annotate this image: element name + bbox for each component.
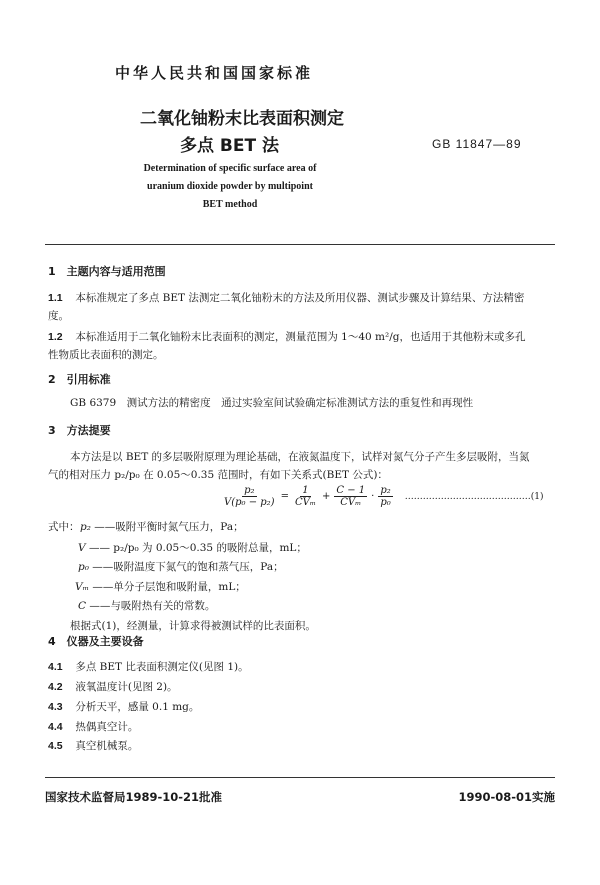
equipment-item: 4.2 液氧温度计(见图 2)。 (48, 681, 178, 693)
definition-vm: Vₘ ——单分子层饱和吸附量，mL； (75, 581, 246, 593)
plus-sign: + (322, 491, 331, 502)
multiply-dot: · (371, 491, 375, 502)
english-title-line: uranium dioxide powder by multipoint (147, 181, 313, 192)
definition-p0: p₀ ——吸附温度下氮气的饱和蒸气压，Pa； (78, 561, 284, 573)
formula-term-2: $\frac{C - 1}{\text{CVₘ}}$ (336, 485, 366, 508)
equals-sign: = (280, 491, 289, 502)
definition-c: C ——与吸附热有关的常数。 (78, 600, 216, 612)
formula-lhs: $\frac{\text{p₂}}{\text{V(p₀ − p₂)}}$ (224, 485, 275, 508)
english-title-line: BET method (202, 199, 258, 210)
definition-v: V —— p₂/p₀ 为 0.05～0.35 的吸附总量，mL； (78, 542, 307, 554)
equation-number: ……………………………………(1) (404, 491, 544, 502)
section-4-heading: 4 仪器及主要设备 (48, 635, 144, 648)
definition-p2: p₂ ——吸附平衡时氮气压力，Pa； (80, 521, 244, 533)
clause-1-2 (48, 329, 525, 344)
referenced-standard: GB 6379 测试方法的精密度 通过实验室间试验确定标准测试方法的重复性和再现性 (70, 397, 474, 409)
national-standard-label: 中华人民共和国国家标准 (115, 64, 314, 82)
english-title-line: Determination of specific surface area of (143, 163, 317, 174)
bet-formula (222, 485, 544, 508)
header-divider (45, 244, 555, 245)
document-title: 二氧化铀粉末比表面积测定 (140, 109, 344, 129)
section-2-heading: 2 引用标准 (48, 373, 111, 386)
formula-term-3: $\frac{\text{p₂}}{\text{p₀}}$ (380, 485, 391, 508)
formula-term-1: $\frac{1}{\text{CVₘ}}$ (294, 485, 316, 508)
clause-number: 1.2 (48, 331, 63, 343)
clause-text: 本标准规定了多点 BET 法测定二氧化铀粉末的方法及所用仪器、测试步骤及计算结果、方法精密 (75, 292, 525, 304)
where-label: 式中： (48, 521, 80, 533)
clause-number: 1.1 (48, 292, 63, 304)
approval-date: 国家技术监督局1989-10-21批准 (45, 790, 223, 804)
clause-1-1-cont: 度。 (48, 310, 69, 322)
document-subtitle: 多点 BET 法 (180, 136, 280, 156)
clause-1-2-cont: 性物质比表面积的测定。 (48, 349, 164, 361)
method-conclusion: 根据式(1)，经测量，计算求得被测试样的比表面积。 (70, 620, 316, 632)
footer-divider (45, 777, 555, 778)
method-paragraph-cont: 气的相对压力 p₂/p₀ 在 0.05～0.35 范围时，有如下关系式(BET 公式)： (48, 469, 388, 481)
equipment-item: 4.4 热偶真空计。 (48, 721, 139, 733)
effective-date: 1990-08-01实施 (458, 790, 555, 804)
equipment-item: 4.3 分析天平，感量 0.1 mg。 (48, 701, 200, 713)
method-paragraph: 本方法是以 BET 的多层吸附原理为理论基础，在液氮温度下，试样对氮气分子产生多层吸附，当氮 (70, 451, 530, 463)
clause-text: 本标准适用于二氧化铀粉末比表面积的测定，测量范围为 1～40 m²/g，也适用于其他粉末或多孔 (75, 331, 526, 343)
section-1-heading: 1 主题内容与适用范围 (48, 265, 166, 278)
equipment-item: 4.1 多点 BET 比表面积测定仪(见图 1)。 (48, 661, 249, 673)
equipment-item: 4.5 真空机械泵。 (48, 740, 139, 752)
section-3-heading: 3 方法提要 (48, 424, 111, 437)
clause-1-1 (48, 290, 524, 305)
standard-number: GB 11847—89 (432, 137, 522, 151)
